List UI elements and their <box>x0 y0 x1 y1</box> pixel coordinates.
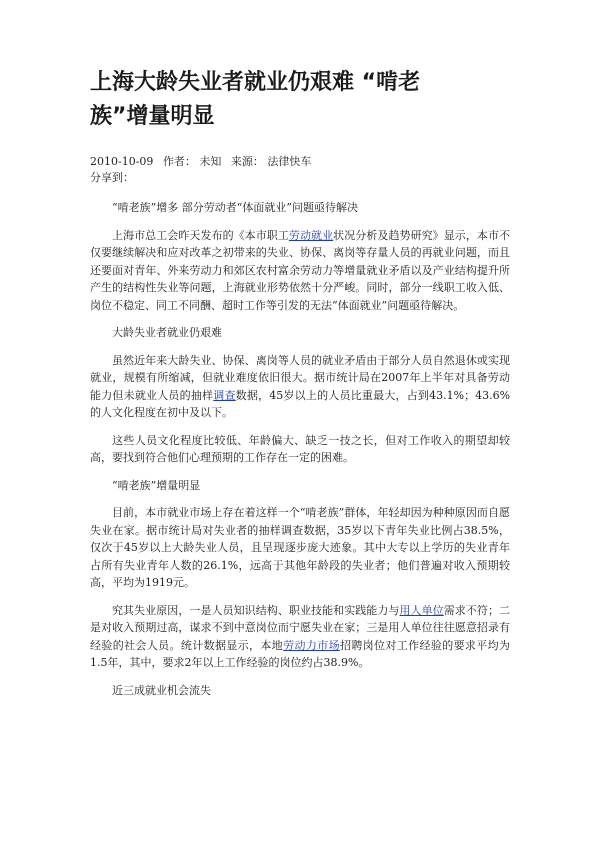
source-name: 法律快车 <box>267 155 312 168</box>
subheading-older-unemployed: 大龄失业者就业仍艰难 <box>112 326 222 339</box>
publish-date: 2010-10-09 <box>90 155 154 168</box>
link-employer[interactable]: 用人单位 <box>399 603 444 617</box>
source-label: 来源： <box>230 155 264 168</box>
author-label: 作者： <box>162 155 196 168</box>
paragraph-1: 上海市总工会昨天发布的《本市职工劳动就业状况分析及趋势研究》显示，本市不仅要继续解决和应对改革之初带来的失业、协保、离岗等存量人员的再就业问题，而且还要面对青年、外来劳动力和郊区农村富余劳动力等增量就业矛盾以及产业结构提升所产生的结构性失业等问题，上海就业形势依然十分严峻。同时，部分一线职工收入低、岗位不稳定、同工不同酬、超时工作等引发的无法“体面就业”问题亟待解决。 <box>90 228 511 312</box>
paragraph-4: 目前，本市就业市场上存在着这样一个“啃老族”群体，年轻却因为种种原因而自愿失业在家。据市统计局对失业者的抽样调查数据，35岁以下青年失业比例占38.5%，仅次于45岁以上大龄失业人员，且呈现逐步庞大迹象。其中大专以上学历的失业青年占所有失业青年人数的26.1%，远高于其他年龄段的失业者；他们普遍对收入预期较高，平均为1919元。 <box>90 506 510 589</box>
author-name: 未知 <box>199 155 222 168</box>
page-title <box>90 66 510 134</box>
paragraph-2: 虽然近年来大龄失业、协保、离岗等人员的就业矛盾由于部分人员自然退休或实现就业，规模有所缩减，但就业难度依旧很大。据市统计局在2007年上半年对具备劳动能力但未就业人员的抽样调查数据，45岁以上的人员比重最大，占到43.1%；43.6%的人文化程度在初中及以下。 <box>90 353 511 419</box>
lead-subheading: “啃老族”增多 部分劳动者“体面就业”问题亟待解决 <box>112 201 358 214</box>
subheading-neet-increase: “啃老族”增量明显 <box>112 478 201 492</box>
paragraph-5: 究其失业原因，一是人员知识结构、职业技能和实践能力与用人单位需求不符；二是对收入预期过高，谋求不到中意岗位而宁愿失业在家；三是用人单位往往愿意招录有经验的社会人员。统计数据显示，本地劳动力市场招聘岗位对工作经验的要求平均为1.5年，其中，要求2年以上工作经验的岗位约占38.9%。 <box>90 603 511 669</box>
article-page <box>90 66 510 699</box>
share-label[interactable]: 分享到： <box>90 171 134 184</box>
title-line-2: 族”增量明显 <box>90 104 215 129</box>
link-labor-employment[interactable]: 劳动就业 <box>288 228 334 242</box>
title-line-1: 上海大龄失业者就业仍艰难 “啃老 <box>90 70 421 95</box>
link-labor-market[interactable]: 劳动力市场 <box>283 638 340 652</box>
subheading-jobs-lost: 近三成就业机会流失 <box>112 683 211 697</box>
meta-row <box>90 154 510 170</box>
paragraph-3: 这些人员文化程度比较低、年龄偏大、缺乏一技之长，但对工作收入的期望却较高，要找到符合他们心理预期的工作存在一定的困难。 <box>90 433 510 464</box>
link-survey[interactable]: 调查 <box>213 388 236 402</box>
article-meta <box>90 154 510 186</box>
